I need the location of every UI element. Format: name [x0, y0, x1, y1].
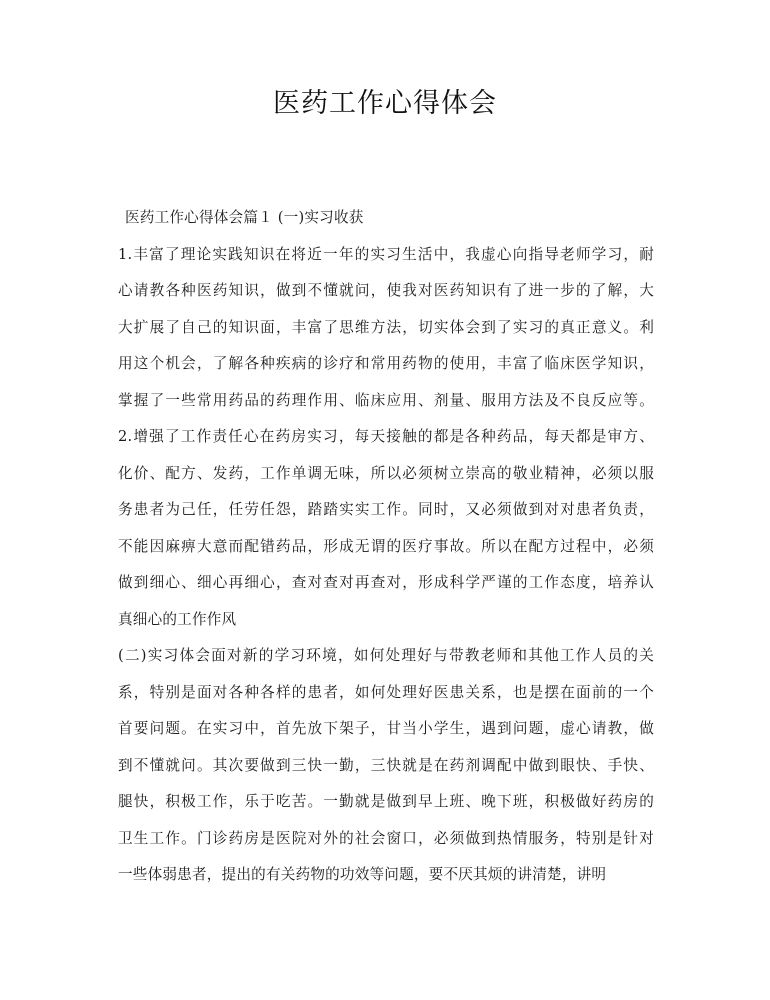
- document-title: 医药工作心得体会: [273, 88, 497, 119]
- paragraph-line: 到不懂就问。其次要做到三快一勤，三快就是在药剂调配中做到眼快、手快、: [118, 756, 654, 774]
- paragraph-line: 2.增强了工作责任心在药房实习，每天接触的都是各种药品，每天都是审方、: [118, 428, 654, 445]
- paragraph-line: 首要问题。在实习中，首先放下架子，甘当小学生，遇到问题，虚心请教，做: [118, 720, 654, 737]
- paragraph-line: 一些体弱患者，提出的有关药物的功效等问题，要不厌其烦的讲清楚，讲明: [118, 866, 607, 883]
- paragraph-line: 真细心的工作作风: [118, 610, 237, 628]
- document-body: [118, 200, 654, 894]
- paragraph-line: 不能因麻痹大意而配错药品，形成无谓的医疗事故。所以在配方过程中，必须: [118, 537, 654, 555]
- paragraph-line: 掌握了一些常用药品的药理作用、临床应用、剂量、服用方法及不良反应等。: [118, 391, 654, 409]
- paragraph-line: 化价、配方、发药，工作单调无味，所以必须树立崇高的敬业精神，必须以服: [118, 464, 654, 482]
- paragraph-line: 1.丰富了理论实践知识在将近一年的实习生活中，我虚心向指导老师学习，耐: [118, 245, 654, 263]
- paragraph-line: 大扩展了自己的知识面，丰富了思维方法，切实体会到了实习的真正意义。利: [118, 318, 654, 336]
- paragraph-line: 用这个机会，了解各种疾病的诊疗和常用药物的使用，丰富了临床医学知识，: [118, 355, 654, 372]
- paragraph-line: (二)实习体会面对新的学习环境，如何处理好与带教老师和其他工作人员的关: [118, 647, 654, 664]
- paragraph-line: 系，特别是面对各种各样的患者，如何处理好医患关系，也是摆在面前的一个: [118, 683, 654, 701]
- paragraph-line: 做到细心、细心再细心，查对查对再查对，形成科学严谨的工作态度，培养认: [118, 574, 654, 591]
- section-heading-line: 医药工作心得体会篇１ (一)实习收获: [125, 209, 364, 226]
- paragraph-line: 务患者为己任，任劳任怨，踏踏实实工作。同时，又必须做到对对患者负责，: [118, 501, 654, 518]
- paragraph-line: 心请教各种医药知识，做到不懂就问，使我对医药知识有了进一步的了解，大: [118, 282, 654, 299]
- paragraph-line: 卫生工作。门诊药房是医院对外的社会窗口，必须做到热情服务，特别是针对: [118, 829, 654, 847]
- paragraph-line: 腿快，积极工作，乐于吃苦。一勤就是做到早上班、晚下班，积极做好药房的: [118, 793, 654, 810]
